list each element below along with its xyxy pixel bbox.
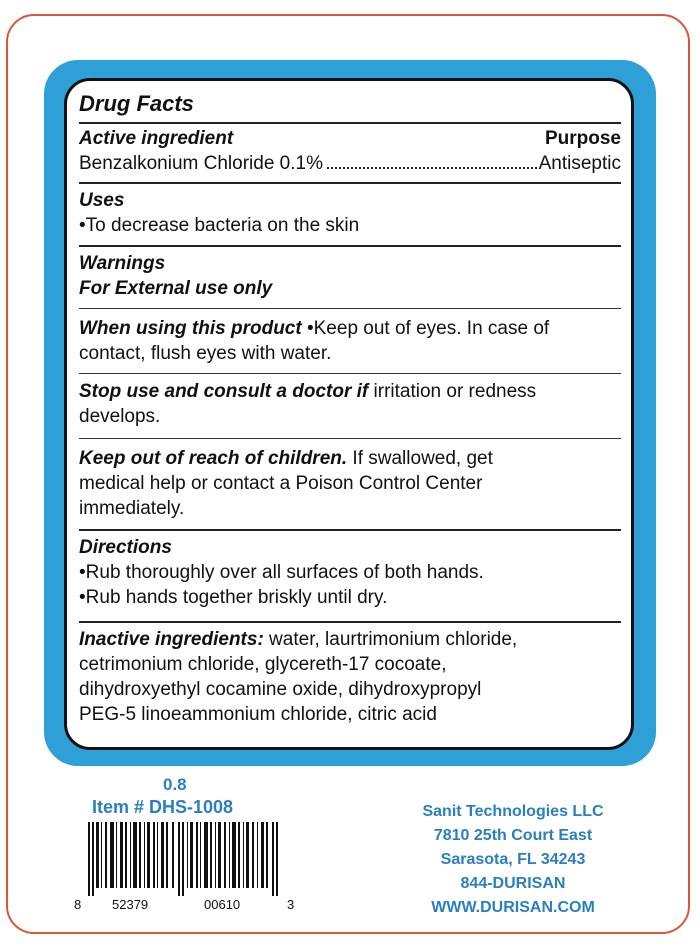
keep-out-text-3: immediately. <box>79 498 185 519</box>
active-ingredient-section <box>79 126 621 176</box>
warnings-heading: Warnings <box>79 253 166 274</box>
directions-heading: Directions <box>79 537 172 558</box>
barcode-digits-left: 52379 <box>112 897 149 912</box>
keep-out-heading: Keep out of reach of children. <box>79 448 348 469</box>
divider <box>79 308 621 309</box>
company-city: Sarasota, FL 34243 <box>440 851 586 868</box>
drug-facts-panel <box>64 78 634 750</box>
uses-heading: Uses <box>79 190 125 211</box>
leader-dots <box>327 167 537 169</box>
uses-item: •To decrease bacteria on the skin <box>79 215 360 236</box>
divider <box>79 373 621 374</box>
stop-use-heading: Stop use and consult a doctor if <box>79 381 369 402</box>
barcode <box>86 822 282 896</box>
divider <box>79 438 621 439</box>
inactive-line-3: dihydroxyethyl cocamine oxide, dihydroxypropyl <box>79 679 482 700</box>
stop-use-section <box>79 379 621 429</box>
directions-item-2: •Rub hands together briskly until dry. <box>79 587 388 608</box>
divider <box>79 621 621 623</box>
uses-section <box>79 188 621 238</box>
drug-facts-title: Drug Facts <box>79 91 194 116</box>
inactive-line-4: PEG-5 linoeammonium chloride, citric acid <box>79 704 437 725</box>
inactive-line-2: cetrimonium chloride, glycereth-17 cocoate, <box>79 654 447 675</box>
company-website: WWW.DURISAN.COM <box>431 899 595 916</box>
directions-section <box>79 535 621 610</box>
item-number: Item # DHS-1008 <box>92 797 234 817</box>
purpose-value: Antiseptic <box>538 153 621 174</box>
divider <box>79 529 621 531</box>
purpose-heading: Purpose <box>544 128 621 149</box>
company-phone: 844-DURISAN <box>460 875 566 892</box>
warnings-section <box>79 251 621 301</box>
when-using-text: •Keep out of eyes. In case of <box>301 318 550 339</box>
inactive-heading: Inactive ingredients: <box>79 629 264 650</box>
when-using-heading: When using this product <box>79 318 302 339</box>
stop-use-text: irritation or redness <box>368 381 537 402</box>
divider <box>79 245 621 247</box>
inactive-line-1: water, laurtrimonium chloride, <box>263 629 518 650</box>
barcode-digit-first: 8 <box>74 897 82 912</box>
barcode-digits-right: 00610 <box>204 897 241 912</box>
when-using-section <box>79 316 621 366</box>
directions-item-1: •Rub thoroughly over all surfaces of both hands. <box>79 562 484 583</box>
active-ingredient-name: Benzalkonium Chloride 0.1% <box>79 153 323 174</box>
company-street: 7810 25th Court East <box>433 827 593 844</box>
active-ingredient-heading: Active ingredient <box>79 128 234 149</box>
keep-out-section <box>79 446 621 521</box>
divider <box>79 122 621 124</box>
keep-out-text: If swallowed, get <box>347 448 493 469</box>
external-use-text: For External use only <box>79 278 273 299</box>
product-size: 0.8 <box>163 775 187 794</box>
barcode-digit-last: 3 <box>287 897 295 912</box>
divider <box>79 182 621 184</box>
when-using-text-2: contact, flush eyes with water. <box>79 343 332 364</box>
company-address <box>398 800 628 920</box>
stop-use-text-2: develops. <box>79 406 161 427</box>
inactive-ingredients-section <box>79 627 621 727</box>
keep-out-text-2: medical help or contact a Poison Control Center <box>79 473 483 494</box>
company-name: Sanit Technologies LLC <box>422 803 604 820</box>
